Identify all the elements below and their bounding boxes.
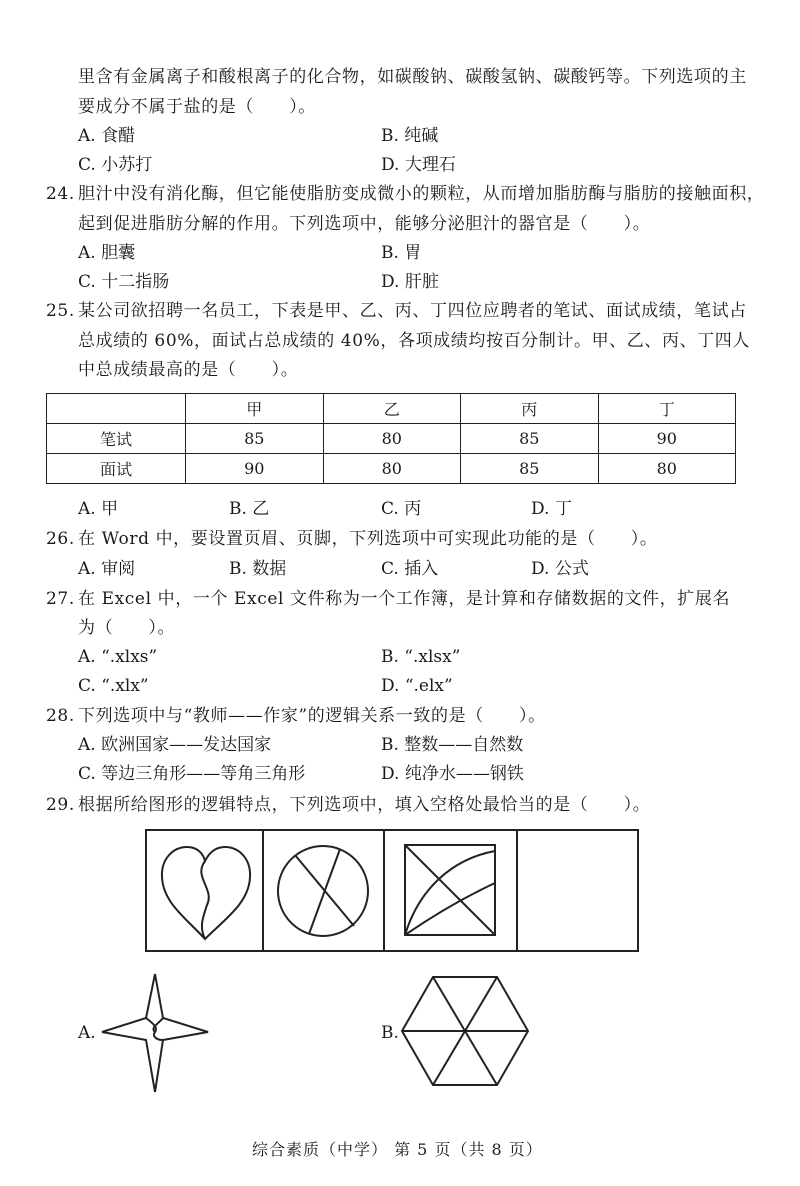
q23-text-line2: 要成分不属于盐的是（ ）。	[78, 97, 316, 117]
q27-text-line2: 为（ ）。	[78, 618, 176, 638]
table-cell: 80	[323, 454, 461, 484]
heart-divider-curve	[201, 861, 208, 939]
table-header-cell: 丁	[598, 394, 736, 424]
table-cell: 85	[461, 454, 599, 484]
q27-option-d[interactable]: D. “.elx”	[381, 676, 453, 696]
circle-chord	[309, 849, 340, 934]
q25-option-c[interactable]: C. 丙	[381, 499, 422, 519]
q23-option-d[interactable]: D. 大理石	[381, 155, 456, 175]
q28-number: 28.	[46, 706, 75, 726]
q26-text-line1: 在 Word 中，要设置页眉、页脚，下列选项中可实现此功能的是（ ）。	[78, 529, 658, 549]
table-cell: 85	[461, 424, 599, 454]
table-cell: 90	[598, 424, 736, 454]
q28-option-d[interactable]: D. 纯净水——钢铁	[381, 764, 524, 784]
table-row	[47, 424, 736, 454]
q25-option-a[interactable]: A. 甲	[78, 499, 119, 519]
table-cell: 90	[186, 454, 324, 484]
table-header-cell: 甲	[186, 394, 324, 424]
score-table	[46, 393, 736, 484]
circle-shape	[278, 846, 368, 936]
table-row-label: 笔试	[47, 424, 186, 454]
q28-option-a[interactable]: A. 欧洲国家——发达国家	[78, 735, 272, 755]
q26-option-b[interactable]: B. 数据	[229, 559, 287, 579]
q28-text-line1: 下列选项中与“教师——作家”的逻辑关系一致的是（ ）。	[78, 706, 546, 726]
heart-shape	[162, 847, 250, 939]
q26-option-a[interactable]: A. 审阅	[78, 559, 136, 579]
q23-option-b[interactable]: B. 纯碱	[381, 126, 439, 146]
hexagon-figure-option-b[interactable]	[400, 975, 530, 1087]
q24-text-line1: 胆汁中没有消化酶，但它能使脂肪变成微小的颗粒，从而增加脂肪酶与脂肪的接触面积，	[78, 184, 765, 204]
q26-number: 26.	[46, 529, 75, 549]
table-cell: 80	[598, 454, 736, 484]
q24-option-a[interactable]: A. 胆囊	[78, 243, 136, 263]
q29-option-b-label[interactable]: B.	[381, 1023, 399, 1043]
q25-option-d[interactable]: D. 丁	[531, 499, 572, 519]
table-header-cell	[47, 394, 186, 424]
q28-option-c[interactable]: C. 等边三角形——等角三角形	[78, 764, 306, 784]
q23-text-line1: 里含有金属离子和酸根离子的化合物，如碳酸钠、碳酸氢钠、碳酸钙等。下列选项的主	[78, 67, 747, 87]
q24-text-line2: 起到促进脂肪分解的作用。下列选项中，能够分泌胆汁的器官是（ ）。	[78, 214, 651, 234]
q25-text-line1: 某公司欲招聘一名员工，下表是甲、乙、丙、丁四位应聘者的笔试、面试成绩，笔试占	[78, 301, 747, 321]
q25-number: 25.	[46, 301, 75, 321]
q24-option-c[interactable]: C. 十二指肠	[78, 272, 170, 292]
q23-option-a[interactable]: A. 食醋	[78, 126, 136, 146]
table-row	[47, 454, 736, 484]
table-cell: 80	[323, 424, 461, 454]
q25-text-line3: 中总成绩最高的是（ ）。	[78, 360, 299, 380]
q24-option-d[interactable]: D. 肝脏	[381, 272, 439, 292]
q27-option-a[interactable]: A. “.xlxs”	[78, 647, 158, 667]
table-row-label: 面试	[47, 454, 186, 484]
q24-option-b[interactable]: B. 胃	[381, 243, 422, 263]
q25-text-line2: 总成绩的 60%，面试占总成绩的 40%，各项成绩均按百分制计。甲、乙、丙、丁四人	[78, 331, 750, 351]
q24-number: 24.	[46, 184, 75, 204]
q27-option-b[interactable]: B. “.xlsx”	[381, 647, 461, 667]
q27-number: 27.	[46, 589, 75, 609]
q23-option-c[interactable]: C. 小苏打	[78, 155, 153, 175]
q28-option-b[interactable]: B. 整数——自然数	[381, 735, 524, 755]
figure-sequence-graphic	[147, 831, 637, 950]
q27-text-line1: 在 Excel 中，一个 Excel 文件称为一个工作簿，是计算和存储数据的文件，扩展名	[78, 589, 731, 609]
q26-option-c[interactable]: C. 插入	[381, 559, 439, 579]
star-figure-option-a[interactable]	[100, 972, 210, 1094]
figure-sequence	[145, 829, 639, 952]
q26-option-d[interactable]: D. 公式	[531, 559, 589, 579]
q27-option-c[interactable]: C. “.xlx”	[78, 676, 149, 696]
q29-option-a-label[interactable]: A.	[78, 1023, 96, 1043]
table-cell: 85	[186, 424, 324, 454]
table-header-cell: 乙	[323, 394, 461, 424]
q29-text-line1: 根据所给图形的逻辑特点，下列选项中，填入空格处最恰当的是（ ）。	[78, 795, 651, 815]
table-header-cell: 丙	[461, 394, 599, 424]
q25-option-b[interactable]: B. 乙	[229, 499, 270, 519]
page-footer: 综合素质（中学） 第 5 页（共 8 页）	[252, 1140, 543, 1159]
q29-number: 29.	[46, 795, 75, 815]
table-header-row	[47, 394, 736, 424]
